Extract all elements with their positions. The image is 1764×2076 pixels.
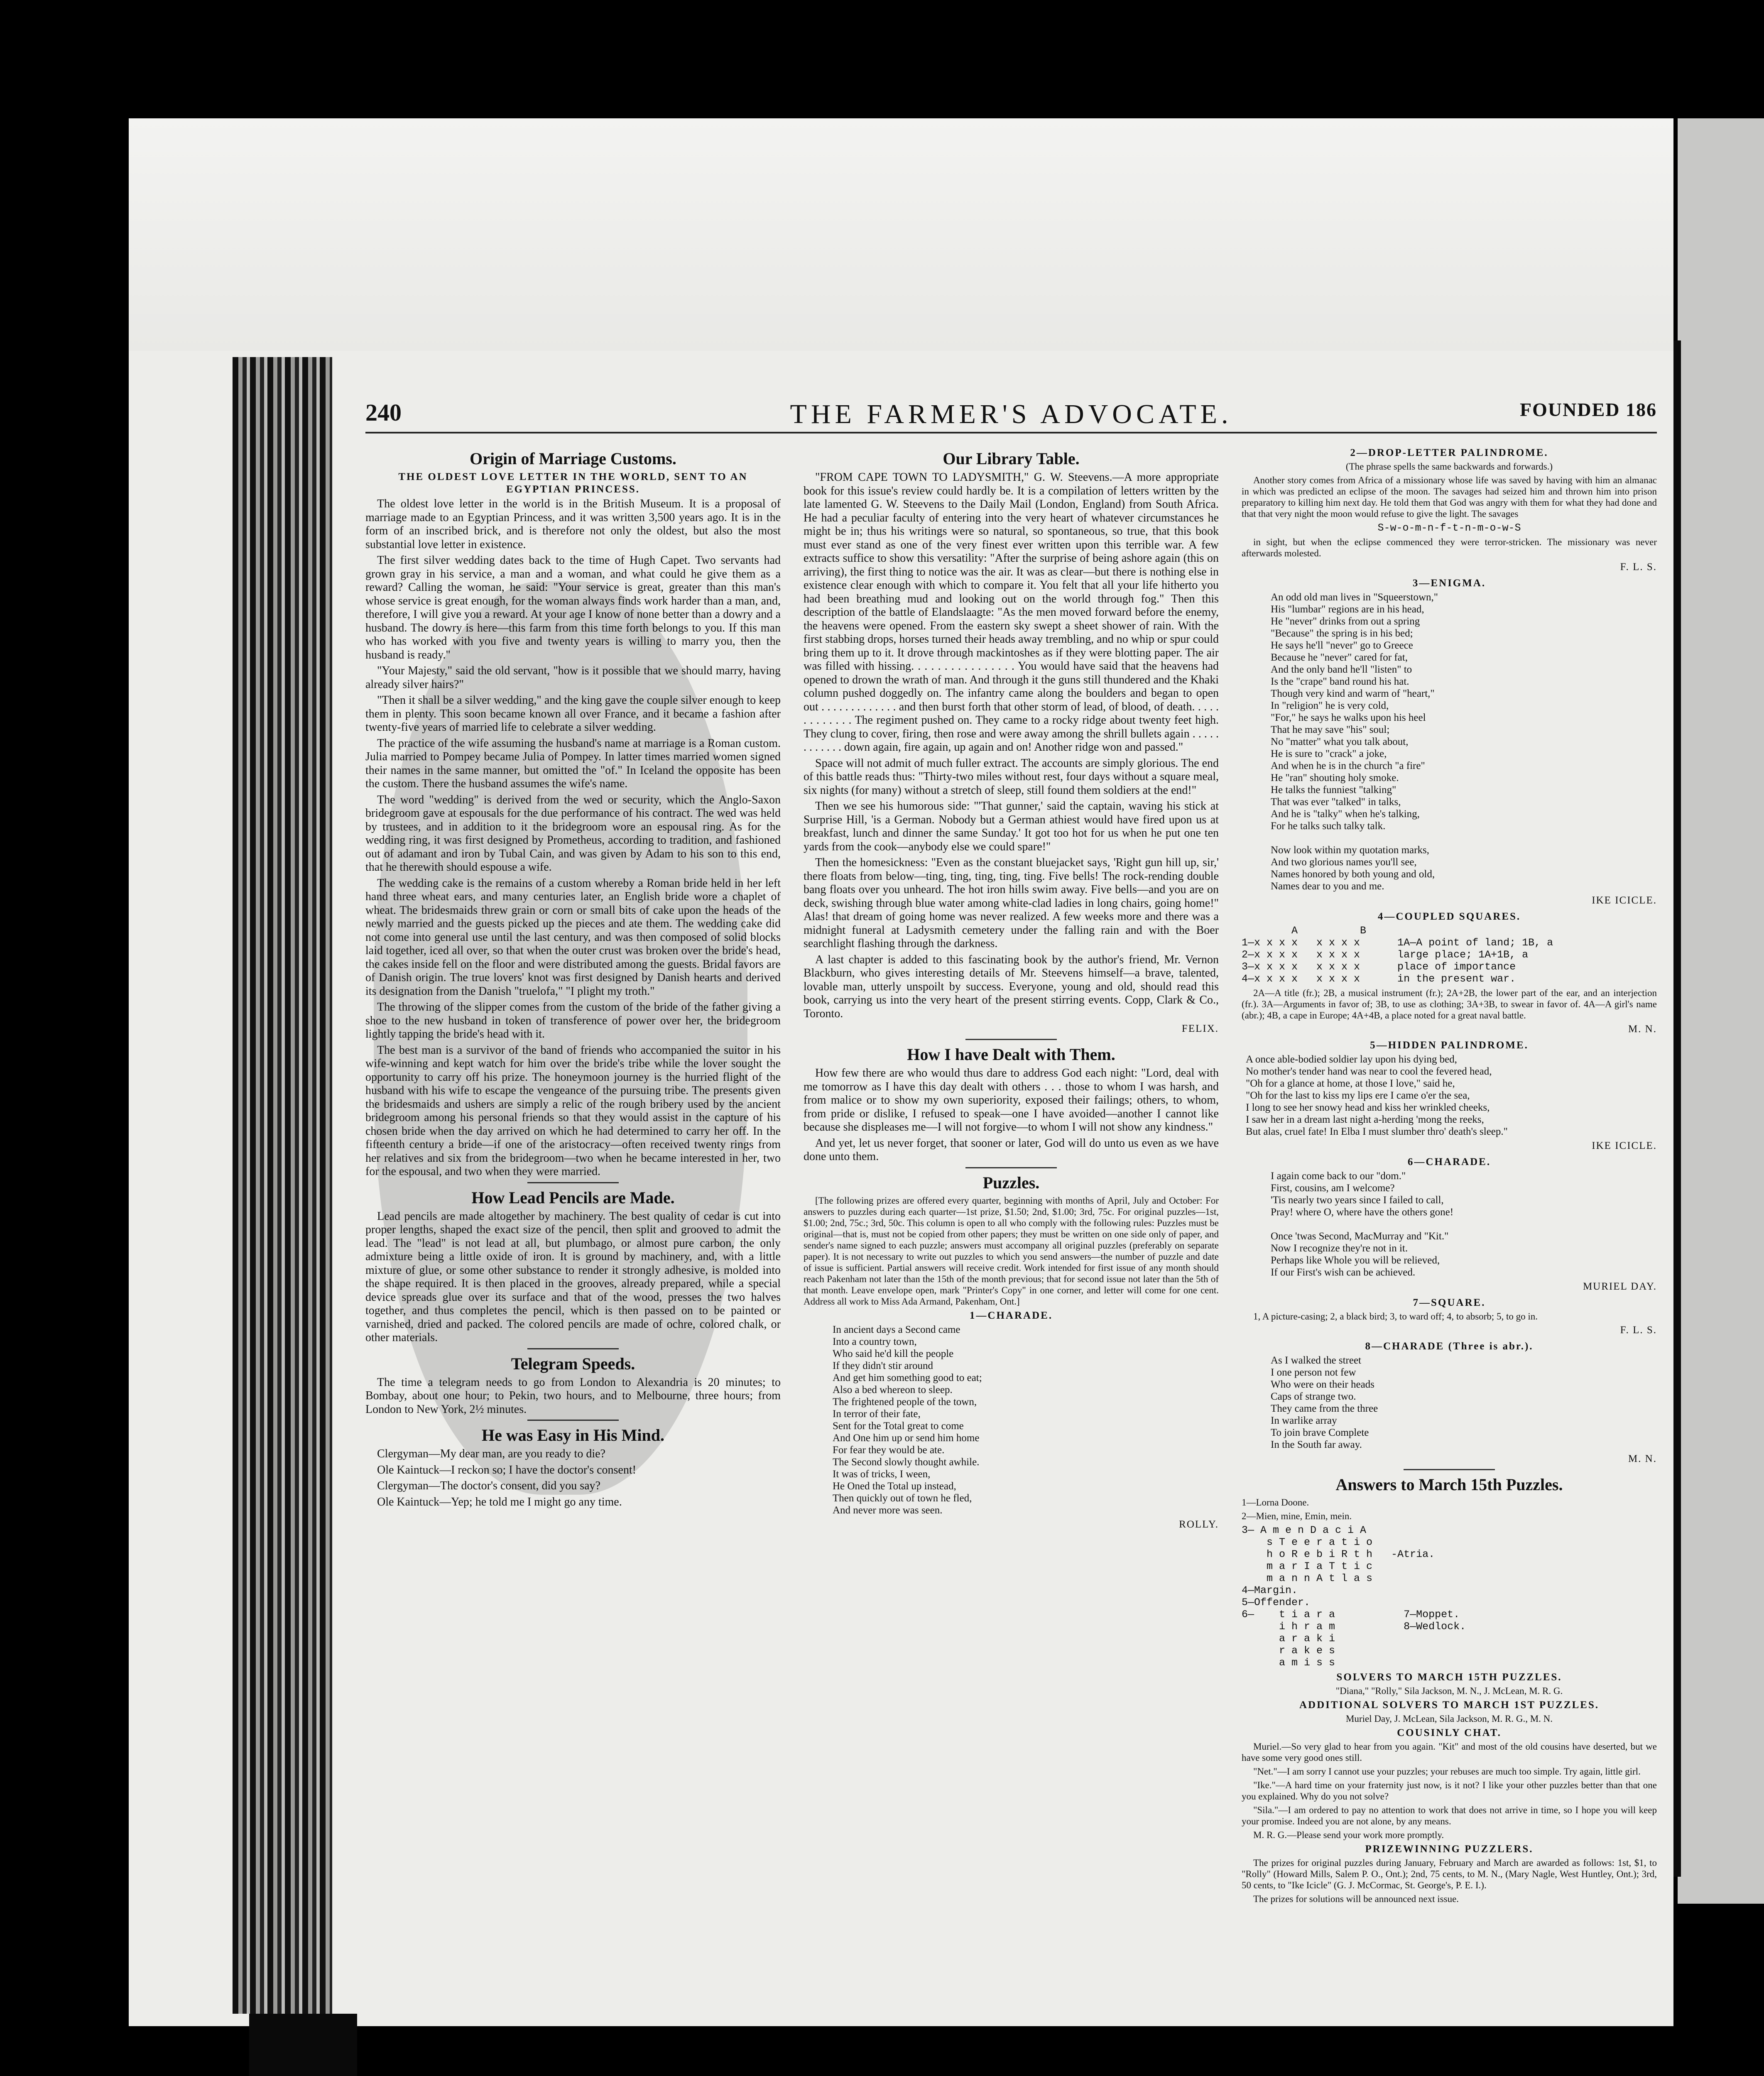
puzzle-verse: In ancient days a Second came Into a country town, Who said he'd kill the people If they didn't stir around And get him something good to eat; Also a bed whereon to sleep. The frightened people of the town, In terror of their fate, Sent for the Total great to come And One him up or send him home For fear they would be ate. The Second slowly thought awhile. It was of tricks, I ween, He Oned the Total up instead, Then quickly out of town he fled, And never more was seen. [833, 1324, 982, 1516]
prize-paragraph: The prizes for solutions will be announced next issue. [1253, 1894, 1459, 1904]
paragraph: 1, A picture-casing; 2, a black bird; 3, to ward off; 4, to absorb; 5, to go in. [1253, 1311, 1538, 1322]
prizewinners-heading: PRIZEWINNING PUZZLERS. [1365, 1843, 1534, 1855]
chat-paragraph: "Ike."—A hard time on your fraternity just now, is it not? I like your other puzzles better than that one you explained. Why do you not solve? [1242, 1780, 1657, 1802]
puzzle-verse: A once able-bodied soldier lay upon his dying bed, No mother's tender hand was near to cool the fevered head, "Oh for a glance at home, at those I love," said he, "Oh for the last to kiss my lips ere I came o'er the sea, I long to see her snowy head and kiss her wrinkled cheeks, I saw her in a dream last night a-herding 'mong the reeks, But alas, cruel fate! In Elba I must slumber thro' death's sleep." [1246, 1054, 1508, 1137]
scan-border-top [0, 0, 1764, 116]
paragraph: The wedding cake is the remains of a custom whereby a Roman bride held in her left hand three wheat ears, and many centuries later, an English bride wore a chaplet of wheat. The bridesmaids threw grain or corn or small bits of cake upon the heads of the newly married and the guests picked up the pieces and ate them. The wedding cake did not come into general use until the last century, and was then composed of solid blocks laid together, iced all over, so that when the outer crust was broken over the bride's head, the cakes inside fell on the floor and were distributed among the guests. Bridal favors are of Danish origin. The true lovers' knot was first designed by Danish hearts and derived its designation from the Danish "truelofa," "I plight my troth." [365, 876, 781, 998]
puzzle-verse: As I walked the street I one person not few Who were on their heads Caps of strange two. They came from the three In warlike array To join brave Complete In the South far away. [1271, 1355, 1378, 1450]
signature: F. L. S. [1620, 561, 1657, 573]
signature: ROLLY. [1179, 1518, 1219, 1530]
puzzle-verse: An odd old man lives in "Squeerstown," His "lumbar" regions are in his head, He "never" drinks from out a spring "Because" the spring is in his bed; He says he'll "never" go to Greece Because he "never" cared for fat, And the only band he'll "listen" to Is the "crape" band round his hat. Though very kind and warm of "heart," In "religion" he is very cold, "For," he says he walks upon his heel That he may save "his" soul; No "matter" what you talk about, He is sure to "crack" a joke, And when he is in the church "a fire" He "ran" shouting holy smoke. He talks the funniest "talking" That was ever "talked" in talks, And he is "talky" when he's talking, For he talks such talky talk. Now look within my quotation marks, And two glorious names you'll see, Names honored by both young and old, Names dear to you and me. [1271, 592, 1438, 892]
scan-darkening [374, 581, 747, 1495]
paragraph: Space will not admit of much fuller extract. The accounts are simply glorious. The end of this battle reads thus: "Thirty-two miles without rest, four days without a square meal, six nights (for many) without a stretch of sleep, still found them soldiers at the end!" [804, 756, 1219, 797]
masthead-title: THE FARMER'S ADVOCATE. [790, 399, 1232, 429]
section-title-puzzles: Puzzles. [982, 1173, 1040, 1192]
paragraph: The oldest love letter in the world is in the British Museum. It is a proposal of marriage made to an Egyptian Princess, and it was written 3,500 years ago. It is in the form of an inscribed brick, and is therefore not only the oldest, but also the most substantial love letter in existence. [365, 497, 781, 551]
article-title-pencils: How Lead Pencils are Made. [471, 1188, 675, 1207]
chat-paragraph: M. R. G.—Please send your work more promptly. [1253, 1830, 1444, 1840]
puzzle-heading: 4—COUPLED SQUARES. [1377, 911, 1521, 922]
puzzle-heading: 8—CHARADE (Three is abr.). [1365, 1341, 1534, 1352]
puzzle-heading: 2—DROP-LETTER PALINDROME. [1350, 447, 1548, 458]
paragraph: Then we see his humorous side: "'That gunner,' said the captain, waving his stick at Surprise Hill, 'is a German. Nobody but a German athiest would have fired upon us at breakfast, lunch and dinner the same Sunday.' It got too hot for us when he put one ten yards from the cook—anybody else we could spare!" [804, 800, 1219, 853]
page-number: 240 [365, 399, 402, 426]
puzzle-heading: 5—HIDDEN PALINDROME. [1370, 1040, 1529, 1051]
paragraph: The best man is a survivor of the band of friends who accompanied the suitor in his wife-winning and kept watch for him over the bride's tribe while the lover sought the opportunity to carry off his prize. The honeymoon journey is the hurried flight of the husband with his wife to escape the vengeance of the pursuing tribe. The presents given the bridesmaids and ushers are simply a relic of the rough bribery used by the ancient bridegroom among his personal friends so that they would assist in the capture of his chosen bride when the day arrived on which he had determined to carry her off. In the fifteenth century a bride—if one of the aristocracy—often received twenty rings from her relatives and six from the bridegroom—two when he became interested in her, two for the espousal, and two when they were married. [365, 1043, 781, 1178]
article-title-telegram: Telegram Speeds. [511, 1354, 635, 1373]
paragraph: And yet, let us never forget, that sooner or later, God will do unto us even as we have done unto them. [804, 1136, 1219, 1163]
paragraph: Another story comes from Africa of a missionary whose life was saved by having with him an almanac in which was predicted an eclipse of the moon. The savages had seized him and thrown him into prison preparatory to killing him next day. He told them that God was angry with them for what they had done and that that very night the moon would refuse to give the light. The savages [1242, 475, 1657, 519]
facing-page-edge [1678, 118, 1764, 1904]
article-title-dealt: How I have Dealt with Them. [907, 1045, 1115, 1064]
paragraph: The time a telegram needs to go from London to Alexandria is 20 minutes; to Bombay, about one hour; to Pekin, two hours, and to Melbourne, three hours; from London to New York, 2½ minutes. [365, 1376, 781, 1416]
signature: MURIEL DAY. [1583, 1281, 1657, 1292]
paragraph: "FROM CAPE TOWN TO LADYSMITH," G. W. Steevens.—A more appropriate book for this issue's review could hardly be. It is a compilation of letters written by the late lamented G. W. Steevens to the Daily Mail (London, England) from South Africa. He had a peculiar faculty of entering into the very heart of whatever circumstances he might be in; thus his writings were so natural, so spontaneous, so true, that this book must ever stand as one of the very finest ever written upon this terrible war. A few extracts suffice to show this versatility: "After the surprise of being ashore again (this on arriving), the first thing to notice was the air. It was as clear—but there is nothing else in existence clear enough with which to compare it. You felt that all your life hitherto you had been breathing mud and looking out on the world through fog." Then this description of the battle of Elandslaagte: "As the men moved forward before the enemy, the heavens were opened. From the eastern sky swept a sheet shower of rain. With the first stabbing drops, horses turned their heads away trembling, and no whip or spur could bring them up to it. It drove through mackintoshes as if they were blotting paper. The air was filled with hissing. . . . . . . . . . . . . . . . You would have said that the heavens had opened to drown the wrath of man. And through it the guns still thundered and the Khaki column pushed doggedly on. The infantry came along the boulders and began to open out . . . . . . . . . . . . . and then burst forth that other storm of lead, of blood, of death. . . . . . . . . . . . . The regiment pushed on. They came to a rocky ridge about twenty feet high. They clung to cover, firing, then rose and were away among the shrill bullets again . . . . . . . . . . . . down again, fire again, up again and on! Another ridge won and passed." [804, 471, 1219, 754]
chat-paragraph: "Net."—I am sorry I cannot use your puzzles; your rebuses are much too simple. Try again, little girl. [1253, 1766, 1641, 1777]
founded-note: FOUNDED 186 [1520, 399, 1657, 420]
page-header [365, 399, 1657, 433]
divider [1404, 1469, 1495, 1470]
chat-paragraph: Muriel.—So very glad to hear from you again. "Kit" and most of the old cousins have deserted, but we have some very good ones still. [1242, 1741, 1657, 1763]
gutter-shadow [1673, 340, 1681, 1877]
signature: IKE ICICLE. [1592, 1140, 1657, 1151]
paragraph: in sight, but when the eclipse commenced they were terror-stricken. The missionary was never afterwards molested. [1242, 537, 1657, 558]
prize-paragraph: The prizes for original puzzles during January, February and March are awarded as follows: 1st, $1, to "Rolly" (Howard Mills, Salem P. O., Ont.); 2nd, 75 cents, to M. N., (Mary Nagle, West Huntley, Ont.); 3rd, 50 cents, to "Ike Icicle" (G. J. McCormac, St. George's, P. E. I.). [1242, 1858, 1657, 1890]
book-page-edges [233, 357, 332, 2014]
puzzle-heading: 1—CHARADE. [969, 1310, 1053, 1321]
signature: FELIX. [1181, 1023, 1219, 1034]
book-support-bar [249, 2014, 357, 2076]
puzzle-heading: 6—CHARADE. [1407, 1156, 1491, 1168]
answer-line: 2—Mien, mine, Emin, mein. [1242, 1511, 1352, 1521]
additional-solvers-heading: ADDITIONAL SOLVERS TO MARCH 1ST PUZZLES. [1299, 1699, 1600, 1711]
puzzle-verse: I again come back to our "dom." First, cousins, am I welcome? 'Tis nearly two years since I failed to call, Pray! where O, where have the others gone! Once 'twas Second, MacMurray and "Kit." Now I recognize they're not in it. Perhaps like Whole you will be relieved, If our First's wish can be achieved. [1271, 1170, 1454, 1278]
palindrome-code: S-w-o-m-n-f-t-n-m-o-w-S [1377, 522, 1521, 534]
paragraph: "Your Majesty," said the old servant, "how is it possible that we should marry, having already silver hairs?" [365, 664, 781, 691]
signature: M. N. [1628, 1023, 1657, 1035]
column-middle [804, 444, 1219, 1989]
paragraph: The word "wedding" is derived from the wed or security, which the Anglo-Saxon bridegroom gave at espousals for the due performance of his contract. The wed was held by trustees, and in addition to it the bridegroom wore an espousal ring. As for the wedding ring, it was first designed by Prometheus, according to tradition, and fashioned out of adamant and iron by Tubal Cain, and was given by Adam to his son to this end, that he therewith should espouse a wife. [365, 793, 781, 874]
dialogue-line: Ole Kaintuck—Yep; he told me I might go any time. [377, 1495, 622, 1508]
article-title-library: Our Library Table. [943, 449, 1080, 468]
dialogue-line: Clergyman—The doctor's consent, did you say? [377, 1479, 600, 1492]
solvers-list: "Diana," "Rolly," Sila Jackson, M. N., J. McLean, M. R. G. [1335, 1686, 1563, 1696]
paragraph: The practice of the wife assuming the husband's name at marriage is a Roman custom. Julia married to Pompey became Julia of Pompey. In latter times married women signed their names in the same manner, but omitted the "of." In Iceland the opposite has been the custom. There the husband assumes the wife's name. [365, 737, 781, 790]
solvers-heading: SOLVERS TO MARCH 15TH PUZZLES. [1336, 1672, 1562, 1683]
solvers-list: Muriel Day, J. McLean, Sila Jackson, M. R. G., M. N. [1345, 1714, 1553, 1724]
paragraph: The first silver wedding dates back to the time of Hugh Capet. Two servants had grown gray in his service, a man and a woman, and what could he give them as a reward? Calling the woman, he said: "Your service is great, greater than this man's whose service is great enough, for the woman always finds work harder than a man, and, therefore, I will give you a reward. At your age I know of none better than a dowry and a husband. The dowry is here—this farm from this time forth belongs to you. If this man who has worked with you five and twenty years is willing to marry you, then the husband is ready." [365, 554, 781, 661]
chat-paragraph: "Sila."—I am ordered to pay no attention to work that does not arrive in time, so I hope you will keep your promise. Indeed you are not alone, by any means. [1242, 1805, 1657, 1826]
signature: IKE ICICLE. [1592, 895, 1657, 906]
page-shadow [129, 118, 1673, 351]
paragraph: 2A—A title (fr.); 2B, a musical instrument (fr.); 2A+2B, the lower part of the ear, and an interjection (fr.). 3A—Arguments in favor of; 3B, to use as clothing; 3A+3B, to swear in favor of. 4A—A girl's name (abr.); 4B, a cape in Europe; 4A+4B, a place noted for a great naval battle. [1242, 988, 1657, 1021]
cousinly-chat-heading: COUSINLY CHAT. [1397, 1727, 1502, 1738]
divider [965, 1039, 1057, 1040]
article-title-marriage: Origin of Marriage Customs. [470, 449, 676, 468]
paragraph: A last chapter is added to this fascinating book by the author's friend, Mr. Vernon Blackburn, who gives interesting details of Mr. Steevens himself—a brave, talented, lovable man, utterly unspoilt by success. Everyone, young and old, should read this book, carrying us into the very heart of the present stirring events. Copp, Clark & Co., Toronto. [804, 953, 1219, 1020]
article-title-easy-mind: He was Easy in His Mind. [481, 1426, 665, 1444]
puzzle-note: (The phrase spells the same backwards and forwards.) [1345, 461, 1553, 472]
column-right [1242, 444, 1657, 1989]
dialogue-line: Clergyman—My dear man, are you ready to die? [377, 1447, 605, 1460]
coupled-squares-grid: A B 1—x x x x x x x x 1A—A point of land; 1B, a 2—x x x x x x x x large place; 1A+1B, a 3—x x x x x x x x place of importance 4—x x x x x x x x in the present war. [1242, 925, 1553, 985]
answer-line: 1—Lorna Doone. [1242, 1497, 1309, 1508]
signature: F. L. S. [1620, 1324, 1657, 1336]
section-title-answers: Answers to March 15th Puzzles. [1335, 1475, 1563, 1494]
paragraph: How few there are who would thus dare to address God each night: "Lord, deal with me tomorrow as I have this day dealt with others . . . those to whom I was harsh, and from malice or to show my own superiority, exposed their failings; others, to whom, from pride or dislike, I refused to speak—one I have avoided—another I cannot like because she displeases me—I will not forgive—to whom I will not show any kindness." [804, 1067, 1219, 1133]
answers-grid: 3— A m e n D a c i A s T e e r a t i o h o R e b i R t h -Atria. m a r I a T t i c m a n n A t l a s 4—Margin. 5—Offender. 6— t i a r a 7—Moppet. i h r a m 8—Wedlock. a r a k i r a k e s a m i s s [1242, 1524, 1466, 1669]
puzzle-heading: 3—ENIGMA. [1412, 578, 1486, 589]
paragraph: The throwing of the slipper comes from the custom of the bride of the father giving a shoe to the new husband in token of transference of power over her, the bridegroom lightly tapping the bride's head with it. [365, 1001, 781, 1040]
scan-border-bottom [129, 2026, 1673, 2043]
puzzle-rules: [The following prizes are offered every quarter, beginning with months of April, July and October: For answers to puzzles during each quarter—1st prize, $1.50; 2nd, $1.00; 3rd, 75c. For original puzzles—1st, $1.00; 2nd, 75c.; 3rd, 50c. This column is open to all who comply with the following rules: Puzzles must be original—that is, must not be copied from other papers; they must be written on one side only of paper, and sender's name signed to each puzzle; answers must accompany all original puzzles (preferably on separate paper). It is not necessary to write out puzzles to which you send answers—the number of puzzle and date of issue is sufficient. Partial answers will receive credit. Work intended for first issue of any month should reach Pakenham not later than the 15th of the month previous; that for second issue not later than the 5th of that month. Leave envelope open, mark "Printer's Copy" in one corner, and letter will come for one cent. Address all work to Miss Ada Armand, Pakenham, Ont.] [804, 1195, 1219, 1307]
puzzle-heading: 7—SQUARE. [1413, 1297, 1486, 1308]
paragraph: "Then it shall be a silver wedding," and the king gave the couple silver enough to keep them in plenty. This soon became known all over France, and it became a fashion after twenty-five years of married life to celebrate a silver wedding. [365, 694, 781, 734]
article-subtitle-marriage: THE OLDEST LOVE LETTER IN THE WORLD, SENT TO AN EGYPTIAN PRINCESS. [398, 471, 748, 495]
paragraph: Then the homesickness: "Even as the constant bluejacket says, 'Right gun hill up, sir,' there floats from below—ting, ting, ting, ting, ting. Five bells! The rock-rending double bang floats over you unheard. The hot iron hills swim away. Five bells—and you are on deck, swishing through blue water among white-clad ladies in long chairs, going home!" Alas! that dream of going home was never realized. A few weeks more and there was a midnight funeral at Ladysmith cemetery under the falling rain and with the Boer searchlight flashing through the darkness. [804, 856, 1219, 950]
paragraph: Lead pencils are made altogether by machinery. The best quality of cedar is cut into proper lengths, shaped the exact size of the pencil, then split and grooved to admit the lead. The "lead" is not lead at all, but plumbago, or almost pure carbon, the only admixture being a little oxide of iron. It is ground by machinery, and, with a little mixture of glue, or some other substance to render it strongly adhesive, is molded into the shape required. It is then placed in the grooves, already prepared, while a special device spreads glue over its surface and that of the wood, presses the two halves together, and thus completes the pencil, which is then passed on to be painted or varnished, dried and packed. The colored pencils are made of ochre, colored chalk, or other materials. [365, 1209, 781, 1344]
divider [965, 1167, 1057, 1168]
dialogue-line: Ole Kaintuck—I reckon so; I have the doctor's consent! [377, 1463, 636, 1476]
signature: M. N. [1628, 1453, 1657, 1464]
